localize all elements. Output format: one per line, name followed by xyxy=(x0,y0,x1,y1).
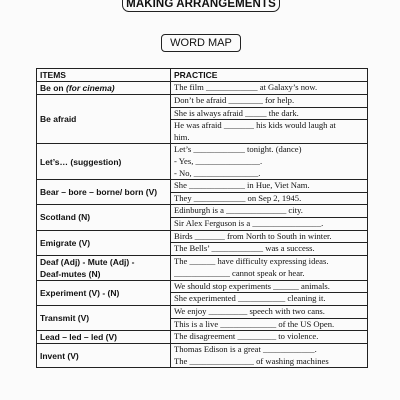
table-row xyxy=(37,331,368,344)
section-title-box xyxy=(161,34,241,52)
practice-cell xyxy=(171,144,368,180)
item-cell xyxy=(37,280,171,305)
practice-cell xyxy=(171,305,368,330)
practice-sentence: Don’t be afraid ________ for help. xyxy=(174,95,295,105)
table-row xyxy=(37,280,368,305)
item-cell xyxy=(37,305,171,330)
item-label: Scotland (N) xyxy=(40,212,91,223)
item-cell xyxy=(37,344,171,368)
practice-sentence: They ____________ on Sep 2, 1945. xyxy=(171,192,367,205)
table-row xyxy=(37,255,368,280)
column-header-practice: PRACTICE xyxy=(171,69,368,82)
practice-sentence: The Bells’ ____________ was a success. xyxy=(171,242,367,255)
table-row xyxy=(37,205,368,230)
practice-cell xyxy=(171,205,368,230)
item-label: Transmit (V) xyxy=(40,313,90,323)
item-label: Bear – bore – borne/ born (V) xyxy=(40,187,158,198)
practice-sentence: We should stop experiments ______ animals. xyxy=(174,280,330,291)
practice-cell xyxy=(171,280,368,305)
item-cell xyxy=(37,82,171,95)
practice-cell xyxy=(171,255,368,280)
item-cell xyxy=(37,95,171,144)
item-label: Invent (V) xyxy=(40,350,79,361)
practice-sentence: Birds _______ from North to South in winter. xyxy=(174,230,332,241)
practice-sentence: Let’s ____________ tonight. (dance) xyxy=(174,144,302,155)
item-cell xyxy=(37,255,171,280)
table-row xyxy=(37,144,368,180)
item-label: Let’s… (suggestion) xyxy=(40,156,122,167)
practice-sentence: - No, _______________. xyxy=(174,167,261,178)
practice-sentence: The film ____________ at Galaxy’s now. xyxy=(174,82,318,93)
item-label-continued: Deaf-mutes (N) xyxy=(40,268,101,279)
item-cell xyxy=(37,205,171,230)
practice-sentence: him. xyxy=(174,131,190,142)
practice-cell xyxy=(171,331,368,344)
practice-sentence: She experimented ___________ cleaning it. xyxy=(171,292,367,305)
practice-sentence: She is always afraid _____ the dark. xyxy=(171,107,367,120)
item-cell xyxy=(37,144,171,180)
practice-sentence: Edinburgh is a ______________ city. xyxy=(174,205,303,216)
word-map-table xyxy=(36,68,368,368)
practice-cell xyxy=(171,344,368,368)
item-label: Lead – led – led (V) xyxy=(40,332,117,343)
item-label: Deaf (Adj) - Mute (Adj) - xyxy=(40,256,135,267)
practice-sentence: The ______ have difficulty expressing ideas. xyxy=(174,256,329,267)
item-label: Be afraid xyxy=(40,114,77,125)
item-note: (for cinema) xyxy=(65,83,115,93)
item-cell xyxy=(37,230,171,255)
table-row xyxy=(37,95,368,144)
practice-sentence: _____________ cannot speak or hear. xyxy=(174,267,305,278)
item-cell xyxy=(37,180,171,205)
table-header-row xyxy=(37,69,368,82)
unit-title-banner xyxy=(122,0,280,12)
item-cell xyxy=(37,331,171,344)
practice-sentence: Thomas Edison is a great ____________. xyxy=(174,344,317,355)
table-row xyxy=(37,305,368,330)
practice-sentence: She _____________ in Hue, Viet Nam. xyxy=(174,180,310,191)
practice-sentence: The disagreement _________ to violence. xyxy=(174,331,319,342)
section-title: WORD MAP xyxy=(170,37,232,49)
practice-cell xyxy=(171,180,368,205)
table-row xyxy=(37,180,368,205)
practice-sentence: Sir Alex Ferguson is a ________________. xyxy=(171,217,367,230)
table-row xyxy=(37,344,368,368)
unit-title: MAKING ARRANGEMENTS xyxy=(126,0,276,10)
practice-sentence: The _______________ of washing machines xyxy=(174,355,329,366)
practice-cell xyxy=(171,230,368,255)
practice-cell xyxy=(171,82,368,95)
item-label: Emigrate (V) xyxy=(40,237,91,248)
practice-sentence: He was afraid _______ his kids would laugh at xyxy=(171,119,367,132)
practice-sentence: - Yes, _______________. xyxy=(174,155,263,166)
practice-cell xyxy=(171,95,368,144)
item-label: Experiment (V) - (N) xyxy=(40,287,120,298)
practice-sentence: We enjoy _________ speech with two cans. xyxy=(174,305,325,316)
table-row xyxy=(37,230,368,255)
table-row xyxy=(37,82,368,95)
column-header-items: ITEMS xyxy=(37,69,171,82)
item-label: Be on xyxy=(40,83,66,93)
practice-sentence: This is a live _____________ of the US Open. xyxy=(171,318,367,331)
